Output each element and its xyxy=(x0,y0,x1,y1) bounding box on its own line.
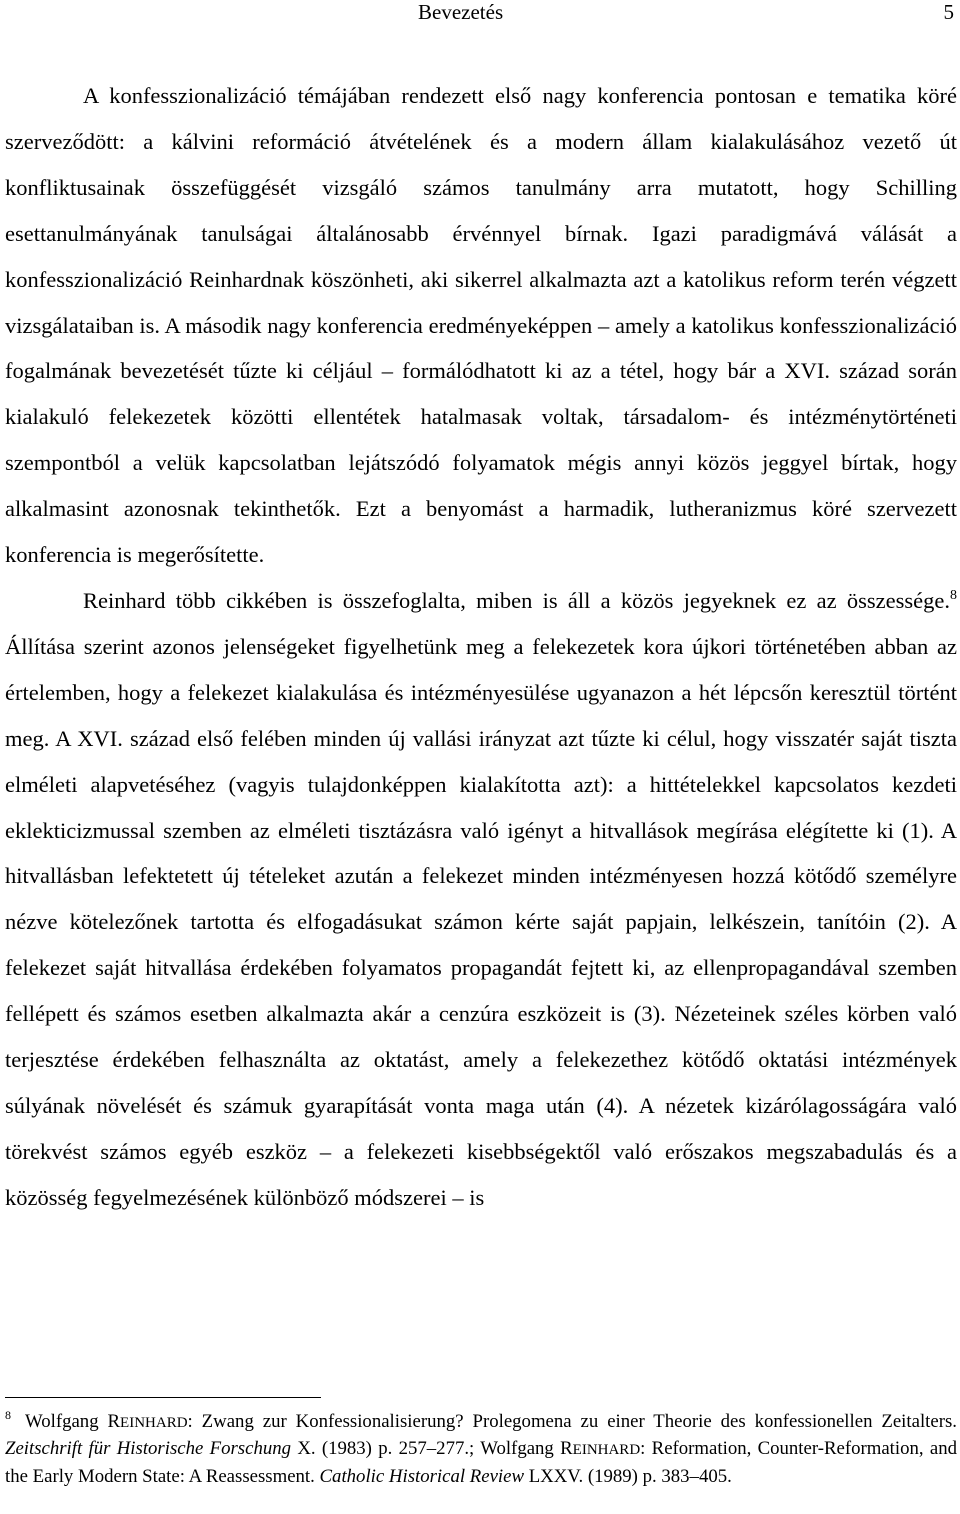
chapter-title: Bevezetés xyxy=(418,0,504,24)
footnote-title-2: : Reformation, Counter-Reformation, and the Early Modern State: A Reassessment. xyxy=(5,1438,958,1487)
running-header xyxy=(0,0,960,24)
footnote-number: 8 xyxy=(5,1408,11,1422)
footnote-author-1: Wolfgang R xyxy=(25,1411,121,1432)
footnote-reference[interactable]: 8 xyxy=(950,587,957,603)
footnote-citation-1: X. (1983) p. 257–277.; Wolfgang R xyxy=(291,1438,573,1460)
page-number: 5 xyxy=(943,0,954,24)
footnote-author-2-caps: EINHARD xyxy=(572,1442,641,1459)
footnote-journal-1: Zeitschrift für Historische Forschung xyxy=(5,1438,292,1460)
footnote-author-1-caps: EINHARD xyxy=(120,1415,188,1431)
paragraph-2 xyxy=(5,578,957,1221)
paragraph-1: A konfesszionalizáció témájában rendezett első nagy konferencia pontosan e tematika köré szerveződött: a kálvini reformáció átvételének és a modern állam kialakulásához vezető út konfliktusainak összefüggését vizsgáló számos tanulmány arra mutatott, hogy Schilling esettanulmányának tanulságai általánosabb érvénnyel bírnak. Igazi paradigmává válását a konfesszionalizáció Reinhardnak köszönheti, aki sikerrel alkalmazta azt a katolikus reform terén végzett vizsgálataiban is. A második nagy konferencia eredményeképpen – amely a katolikus konfesszionalizáció fogalmának bevezetését tűzte ki céljául – formálódhatott ki az a tétel, hogy bár a XVI. század során kialakuló felekezetek közötti ellentétek hatalmasak voltak, társadalom- és intézménytörténeti szempontból a velük kapcsolatban lejátszódó folyamatok mégis annyi közös jeggyel bírtak, hogy alkalmasint azonosnak tekinthetők. Ezt a benyomást a harmadik, lutheranizmus köré szervezett konferencia is megerősítette. xyxy=(5,83,957,568)
footnote-journal-2: Catholic Historical Review xyxy=(319,1465,525,1487)
footnote-title-1: : Zwang zur Konfessionalisierung? Prolegomena zu einer Theorie des konfessionellen Zeitalters. xyxy=(187,1411,957,1432)
paragraph-2-rest: Állítása szerint azonos jelenségeket figyelhetünk meg a felekezetek kora újkori történetében abban az értelemben, hogy a felekezet kialakulása és intézményesülése ugyanazon a hét lépcsőn keresztül történt meg. A XVI. század első felében minden új vallási irányzat azt tűzte ki célul, hogy visszatér saját tiszta elméleti alapvetéséhez (vagyis tulajdonképpen kialakította azt): a hittételekkel kapcsolatos kezdeti eklekticizmussal szemben az elméleti tisztázásra való igényt a hitvallások megírása elégítette ki (1). A hitvallásban lefektetett új tételeket azután a felekezet minden intézményesen hozzá kötődő személyre nézve kötelezőnek tartotta és elfogadásukat számon kérte saját papjain, lelkészein, tanítóin (2). A felekezet saját hitvallása érdekében folyamatos propagandát fejtett ki, az ellenpropagandával szemben fellépett és számos esetben alkalmazta akár a cenzúra eszközeit is (3). Nézeteinek széles körben való terjesztése érdekében felhasználta az oktatást, amely a felekezethez kötődő oktatási intézmények súlyának növelését és számuk gyarapítását vonta maga után (4). A nézetek kizárólagosságára való törekvést számos egyéb eszköz – a felekezeti kisebbségektől való erőszakos megszabadulás és a közösség fegyelmezésének különböző módszerei – is xyxy=(5,633,957,1210)
footnote-citation-2: LXXV. (1989) p. 383–405. xyxy=(524,1465,732,1487)
footnote-separator xyxy=(5,1397,321,1398)
footnote xyxy=(5,1409,957,1489)
main-text xyxy=(5,73,957,1221)
footnote-8 xyxy=(5,1409,957,1489)
paragraph-2-start: Reinhard több cikkében is összefoglalta, miben is áll a közös jegyeknek ez az összessége. xyxy=(83,587,950,613)
